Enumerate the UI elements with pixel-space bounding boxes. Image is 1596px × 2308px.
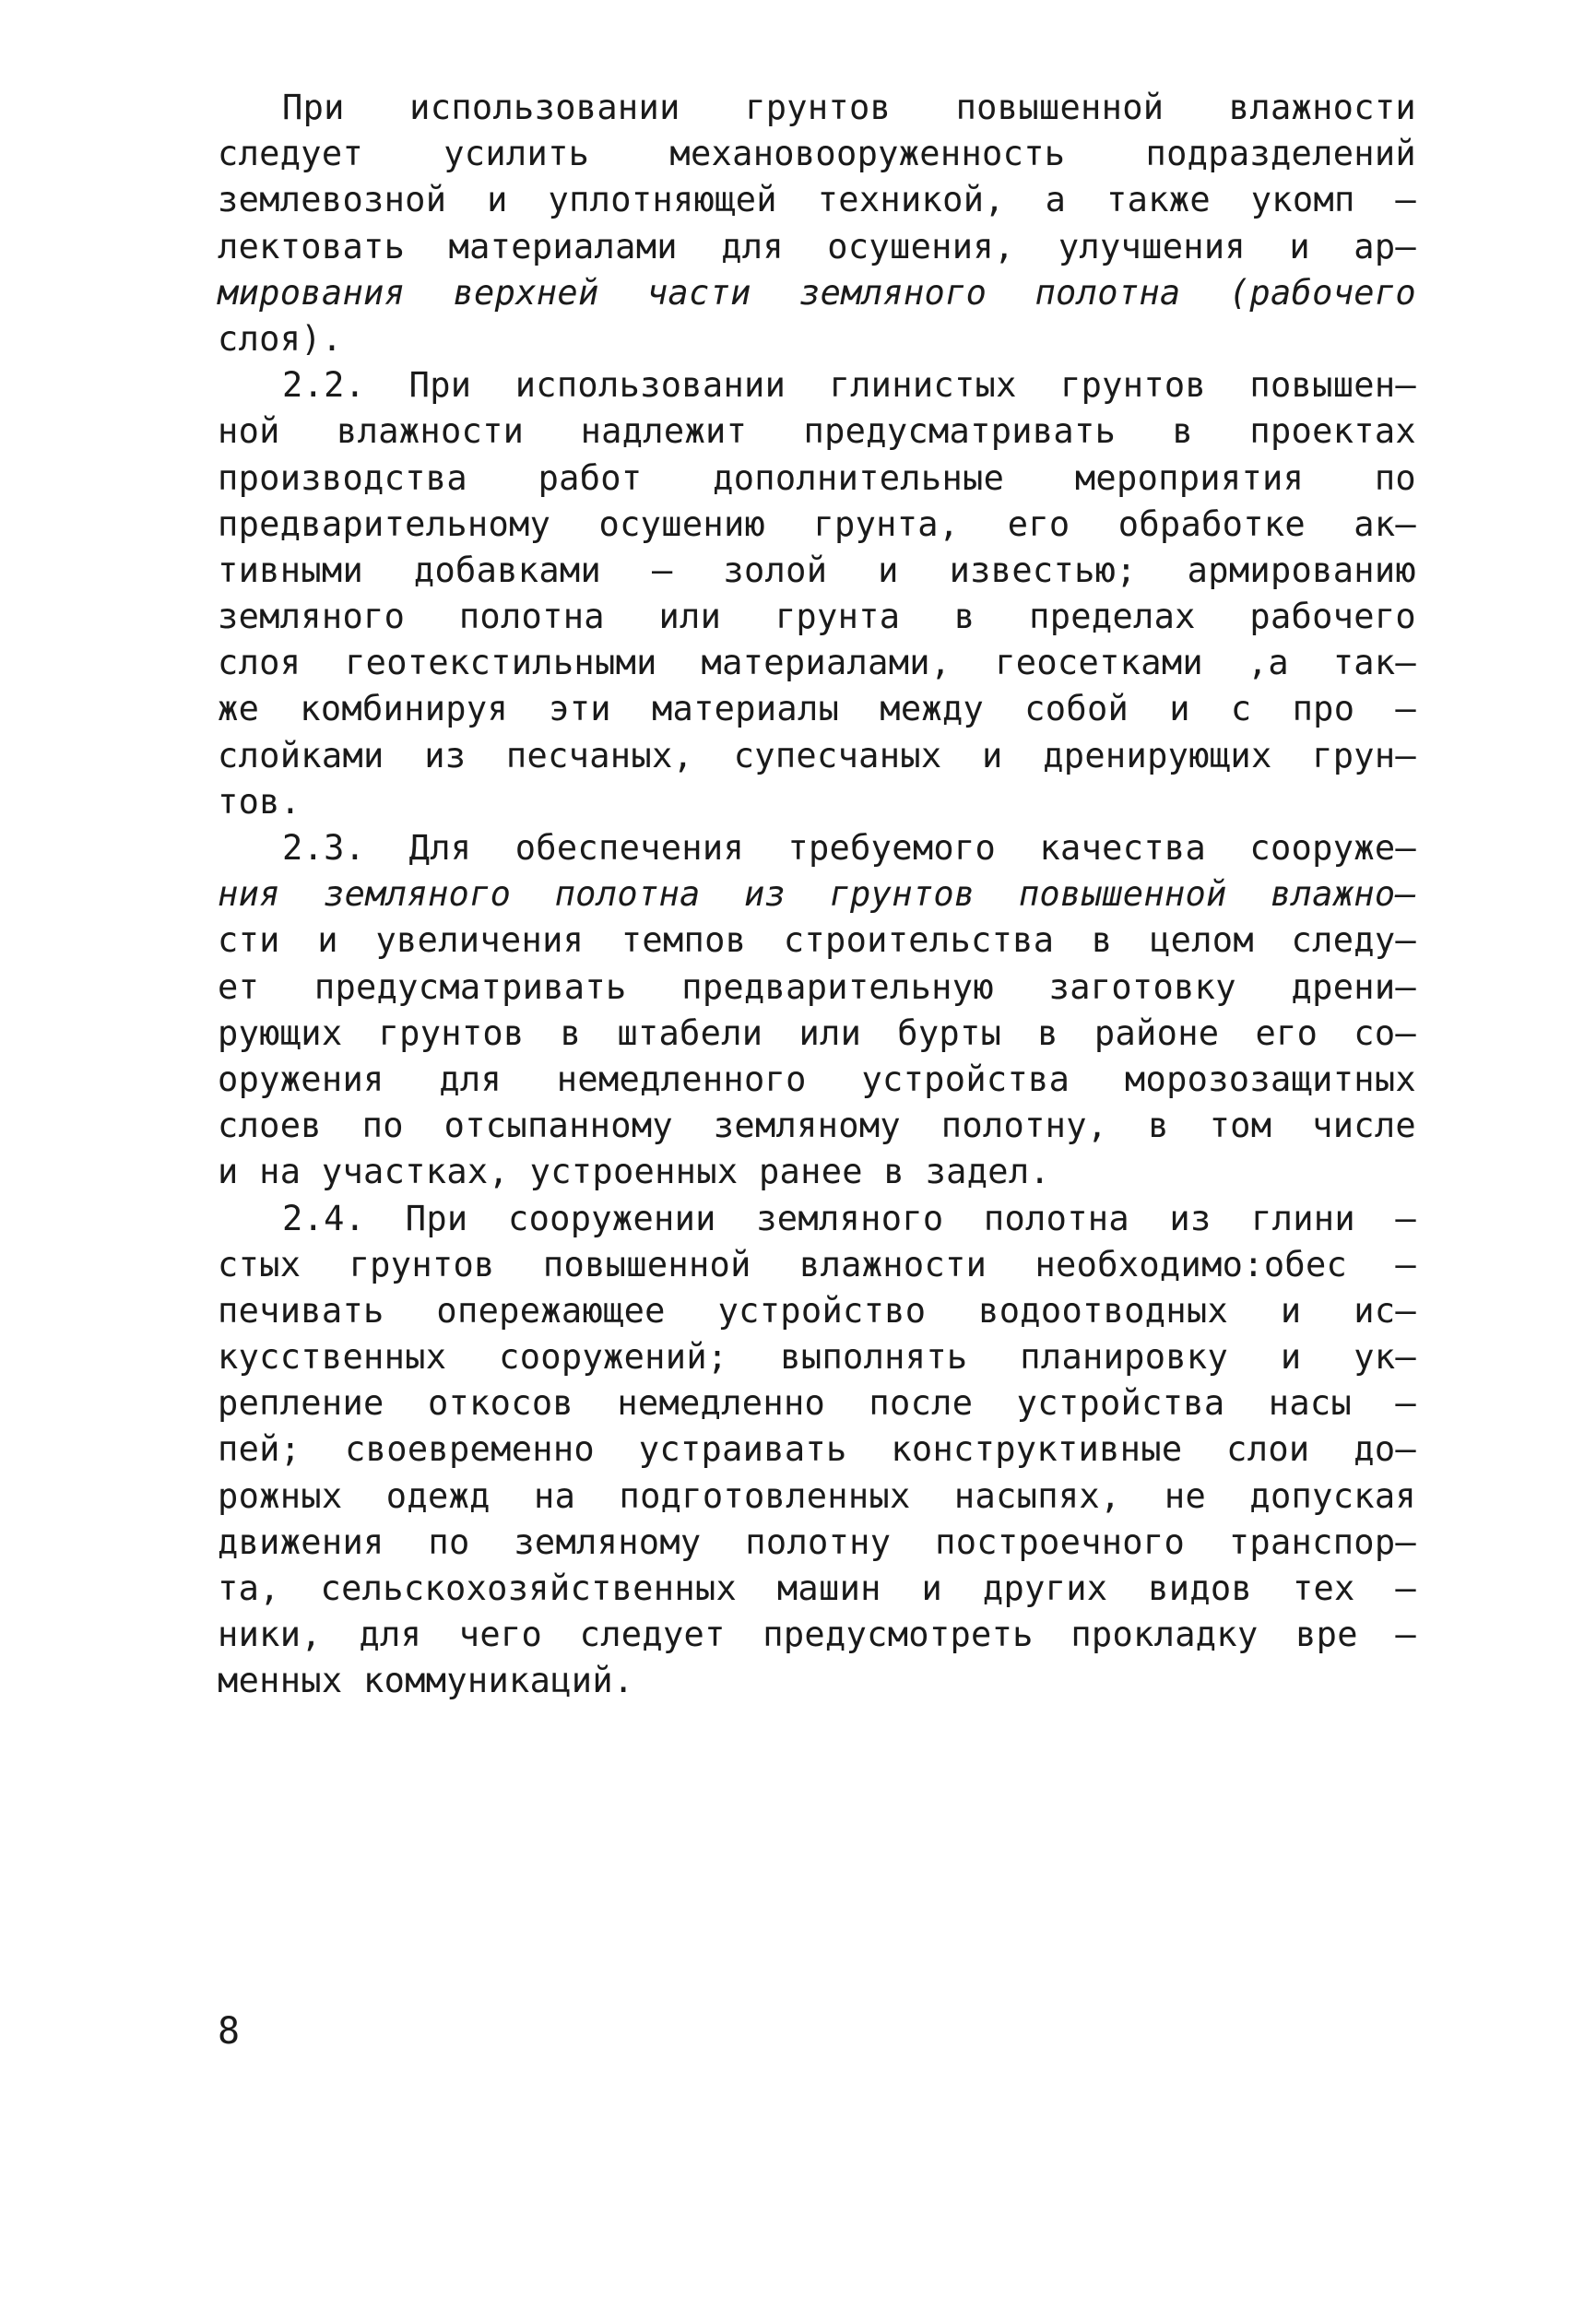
text-line: земляного полотна или грунта в пределах рабочего bbox=[218, 597, 1416, 637]
text-line: репление откосов немедленно после устройства насы – bbox=[218, 1383, 1416, 1424]
text-line: слоя). bbox=[218, 318, 343, 359]
text-line: предварительному осушению грунта, его обработке ак– bbox=[218, 503, 1416, 544]
text-line: та, сельскохозяйственных машин и других видов тех – bbox=[218, 1568, 1416, 1608]
text-line: ной влажности надлежит предусматривать в проектах bbox=[218, 411, 1416, 452]
text-line: же комбинируя эти материалы между собой и с про – bbox=[218, 689, 1416, 729]
text-line: стых грунтов повышенной влажности необходимо:обес – bbox=[218, 1244, 1416, 1284]
text-line: оружения для немедленного устройства морозозащитных bbox=[218, 1059, 1416, 1099]
text-line: и на участках, устроенных ранее в задел. bbox=[218, 1152, 1051, 1192]
text-line: следует усилить механовооруженность подразделений bbox=[218, 134, 1416, 174]
text-line: землевозной и уплотняющей техникой, а также укомп – bbox=[218, 180, 1416, 220]
text-line: мирования верхней части земляного полотна (рабочего bbox=[218, 272, 1416, 313]
text-line: производства работ дополнительные мероприятия по bbox=[218, 457, 1416, 498]
text-line: 2.4. При сооружении земляного полотна из глини – bbox=[282, 1198, 1416, 1238]
text-line: При использовании грунтов повышенной влажности bbox=[282, 88, 1416, 127]
text-line: слоев по отсыпанному земляному полотну, в том числе bbox=[218, 1106, 1416, 1146]
text-line: печивать опережающее устройство водоотводных и ис– bbox=[218, 1290, 1416, 1331]
text-line: пей; своевременно устраивать конструктивные слои до– bbox=[218, 1429, 1416, 1470]
text-line: ники, для чего следует предусмотреть прокладку вре – bbox=[218, 1615, 1416, 1655]
text-line: слоя геотекстильными материалами, геосетками ,а так– bbox=[218, 643, 1416, 683]
text-line: ния земляного полотна из грунтов повышенной влажно– bbox=[218, 874, 1416, 915]
text-line: лектовать материалами для осушения, улучшения и ар– bbox=[218, 226, 1416, 266]
text-line: сти и увеличения темпов строительства в целом следу– bbox=[218, 920, 1416, 961]
text-line: тивными добавками – золой и известью; армированию bbox=[218, 550, 1416, 590]
text-line: 2.3. Для обеспечения требуемого качества сооруже– bbox=[282, 828, 1416, 868]
page-number: 8 bbox=[218, 2010, 241, 2053]
text-line: кусственных сооружений; выполнять планировку и ук– bbox=[218, 1337, 1416, 1378]
text-line: движения по земляному полотну построечного транспор– bbox=[218, 1521, 1416, 1562]
text-line: слойками из песчаных, супесчаных и дренирующих грун– bbox=[218, 735, 1416, 775]
text-line: рожных одежд на подготовленных насыпях, не допуская bbox=[218, 1475, 1416, 1516]
body-text bbox=[218, 85, 1416, 1705]
text-line: ет предусматривать предварительную заготовку дрени– bbox=[218, 966, 1416, 1007]
text-line: 2.2. При использовании глинистых грунтов повышен– bbox=[282, 365, 1416, 406]
text-line: тов. bbox=[218, 781, 301, 822]
text-line: рующих грунтов в штабели или бурты в районе его со– bbox=[218, 1012, 1416, 1053]
text-line: менных коммуникаций. bbox=[218, 1661, 634, 1701]
